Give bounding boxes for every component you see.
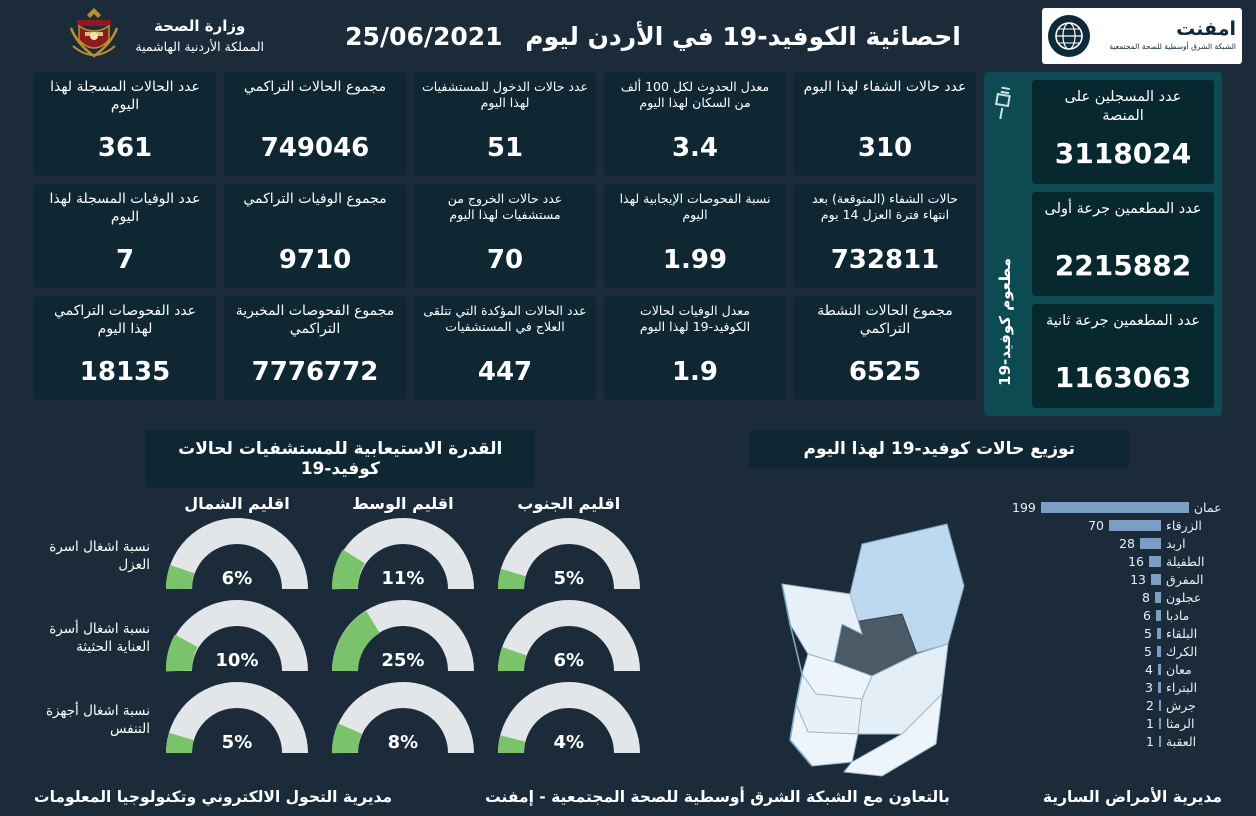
ministry-text	[135, 16, 264, 56]
gauge-value: 6%	[553, 650, 585, 671]
gauge-isolation-north	[162, 517, 312, 595]
gauge-cell	[486, 517, 652, 595]
bar-value: 199	[1012, 500, 1036, 515]
bar-row	[1012, 500, 1222, 515]
page-title	[264, 22, 1042, 51]
syringe-icon	[979, 80, 1030, 133]
stat-label: معدل الوفيات لحالات الكوفيد-19 لهذا اليوم	[639, 303, 751, 334]
stat-value: 447	[477, 357, 533, 387]
gauge-cell	[320, 517, 486, 595]
stat-value: 51	[486, 133, 524, 163]
gauge-icu-north	[162, 599, 312, 677]
stat-label: عدد الفحوصات التراكمي لهذا اليوم	[53, 303, 197, 337]
report-date: 25/06/2021	[345, 21, 503, 51]
gauge-value: 25%	[381, 650, 425, 671]
region-header-central: اقليم الوسط	[352, 494, 454, 513]
gauge-ventilator-north	[162, 681, 312, 759]
bar-track	[1012, 716, 1161, 731]
bar-fill	[1158, 682, 1161, 693]
stat-label: عدد حالات الشفاء لهذا اليوم	[803, 79, 967, 95]
emphnet-logo-subtitle: الشبكة الشرق أوسطية للصحة المجتمعية	[1109, 42, 1236, 52]
stat-label: نسبة الفحوصات الإيجابية لهذا اليوم	[619, 191, 771, 222]
gauge-value: 8%	[387, 732, 419, 753]
stat-label: عدد الحالات المؤكدة التي تتلقى العلاج في المستشفيات	[423, 303, 587, 334]
bar-fill	[1159, 718, 1161, 729]
gauge-row	[34, 599, 652, 677]
cases-distribution-title: توزيع حالات كوفيد-19 لهذا اليوم	[749, 430, 1129, 468]
stat-label: مجموع الحالات النشطة التراكمي	[817, 303, 953, 337]
stat-value: 1.9	[671, 357, 719, 387]
gauge-row	[34, 517, 652, 595]
bar-value: 3	[1145, 680, 1153, 695]
gauge-value: 6%	[221, 568, 253, 589]
bar-row	[1012, 554, 1222, 569]
stat-card	[224, 296, 406, 400]
bar-fill	[1149, 556, 1161, 567]
vaccination-card-value: 2215882	[1054, 249, 1192, 282]
bar-track	[1012, 734, 1161, 749]
bar-label: اربد	[1166, 536, 1186, 551]
bar-track	[1012, 662, 1161, 677]
bar-fill	[1140, 538, 1161, 549]
stat-value: 6525	[848, 357, 922, 387]
gauge-value: 10%	[215, 650, 259, 671]
stat-card	[794, 296, 976, 400]
vaccination-card-label: عدد المطعمين جرعة ثانية	[1045, 313, 1201, 329]
footer-center-credit: بالتعاون مع الشبكة الشرق أوسطية للصحة المجتمعية - إمفنت	[485, 788, 950, 806]
gauge-row-label: نسبة اشغال أجهزة التنفس	[45, 702, 150, 737]
stat-card	[414, 72, 596, 176]
stat-card	[34, 296, 216, 400]
bar-row	[1012, 572, 1222, 587]
stat-card	[414, 296, 596, 400]
gauge-cell	[320, 599, 486, 677]
page-footer	[0, 788, 1256, 806]
stats-section	[0, 72, 1256, 416]
stat-value: 361	[97, 133, 153, 163]
stat-value: 3.4	[671, 133, 719, 163]
bar-label: العقبة	[1166, 734, 1197, 749]
stat-label: عدد الحالات المسجلة لهذا اليوم	[50, 79, 200, 113]
stat-label: عدد الوفيات المسجلة لهذا اليوم	[49, 191, 201, 225]
country-name: المملكة الأردنية الهاشمية	[135, 38, 264, 54]
bar-row	[1012, 536, 1222, 551]
stat-value: 7	[115, 245, 135, 275]
bar-track	[1012, 680, 1161, 695]
stat-label: عدد حالات الخروج من مستشفيات لهذا اليوم	[447, 191, 563, 222]
bar-label: معان	[1166, 662, 1192, 677]
bar-row	[1012, 644, 1222, 659]
globe-icon	[1048, 15, 1090, 57]
stat-card	[414, 184, 596, 288]
bar-track	[1012, 698, 1161, 713]
gauge-icu-south	[494, 599, 644, 677]
stat-value: 732811	[830, 245, 940, 275]
gauge-header-spacer	[34, 494, 154, 517]
bar-fill	[1157, 646, 1161, 657]
bar-label: الرمثا	[1166, 716, 1195, 731]
vaccination-card-value: 1163063	[1054, 361, 1192, 394]
stat-value: 9710	[278, 245, 352, 275]
bar-value: 4	[1145, 662, 1153, 677]
bar-row	[1012, 662, 1222, 677]
footer-left-credit: مديرية التحول الالكتروني وتكنولوجيا المعلومات	[34, 788, 393, 806]
bar-value: 28	[1119, 536, 1135, 551]
stat-card	[604, 184, 786, 288]
region-header-north: اقليم الشمال	[184, 494, 290, 513]
footer-right-credit: مديرية الأمراض السارية	[1042, 788, 1222, 806]
gauge-isolation-central	[328, 517, 478, 595]
bar-label: مادبا	[1166, 608, 1190, 623]
stat-card	[794, 184, 976, 288]
vaccination-side	[984, 80, 1026, 408]
stat-card	[34, 184, 216, 288]
bar-value: 2	[1146, 698, 1154, 713]
stat-label: عدد حالات الدخول للمستشفيات لهذا اليوم	[422, 79, 588, 110]
bar-fill	[1159, 700, 1161, 711]
bar-row	[1012, 698, 1222, 713]
gauge-header-row	[34, 494, 652, 517]
stat-card	[34, 72, 216, 176]
bar-label: المفرق	[1166, 572, 1204, 587]
gauge-value: 4%	[553, 732, 585, 753]
gauge-cell	[320, 681, 486, 759]
gauge-value: 11%	[381, 568, 425, 589]
vaccination-card-value: 3118024	[1054, 137, 1192, 170]
vaccination-card	[1032, 192, 1214, 296]
emphnet-logo	[1042, 8, 1242, 64]
gauge-row	[34, 681, 652, 759]
bar-fill	[1156, 610, 1161, 621]
hospital-capacity-panel	[34, 494, 652, 788]
bar-fill	[1041, 502, 1189, 513]
emphnet-logo-name: امفنت	[1176, 18, 1236, 41]
bar-track	[1012, 590, 1161, 605]
bar-label: جرش	[1166, 698, 1196, 713]
vaccination-panel	[984, 72, 1222, 416]
page-header	[0, 0, 1256, 72]
page-title-text: احصائية الكوفيد-19 في الأردن ليوم	[525, 21, 961, 51]
bar-fill	[1109, 520, 1161, 531]
bar-fill	[1157, 628, 1161, 639]
ministry-logo	[14, 5, 264, 67]
stat-card	[224, 72, 406, 176]
bar-row	[1012, 608, 1222, 623]
gauge-ventilator-south	[494, 681, 644, 759]
vaccination-card-label: عدد المسجلين على المنصة	[1064, 89, 1182, 124]
bar-label: الكرك	[1166, 644, 1198, 659]
bar-fill	[1158, 664, 1161, 675]
bar-track	[1012, 500, 1189, 515]
stat-label: مجموع الوفيات التراكمي	[243, 191, 387, 207]
bar-label: البلقاء	[1166, 626, 1198, 641]
gauge-cell	[486, 681, 652, 759]
stats-grid	[34, 72, 976, 416]
bar-fill	[1151, 574, 1161, 585]
bar-fill	[1159, 736, 1161, 747]
stat-card	[604, 72, 786, 176]
bar-track	[1012, 572, 1161, 587]
bar-fill	[1155, 592, 1161, 603]
stat-label: مجموع الفحوصات المخبرية التراكمي	[235, 303, 395, 337]
vaccination-card	[1032, 304, 1214, 408]
gauge-row-label: نسبة اشغال اسرة العزل	[49, 538, 150, 573]
bar-label: عجلون	[1166, 590, 1202, 605]
bar-row	[1012, 716, 1222, 731]
stat-label: مجموع الحالات التراكمي	[243, 79, 387, 95]
bar-row	[1012, 626, 1222, 641]
gauge-row-label: نسبة اشغال أسرة العناية الحثيثة	[49, 620, 150, 655]
bar-value: 5	[1144, 626, 1152, 641]
lower-section	[0, 488, 1256, 788]
bar-row	[1012, 680, 1222, 695]
bar-track	[1012, 554, 1161, 569]
bar-label: البتراء	[1166, 680, 1198, 695]
vaccination-card-label: عدد المطعمين جرعة أولى	[1044, 201, 1202, 217]
ministry-name: وزارة الصحة	[154, 17, 246, 36]
bar-value: 5	[1144, 644, 1152, 659]
bar-value: 8	[1142, 590, 1150, 605]
bar-value: 13	[1130, 572, 1146, 587]
bar-value: 6	[1143, 608, 1151, 623]
bar-label: الطفيلة	[1166, 554, 1205, 569]
bar-track	[1012, 536, 1161, 551]
stat-value: 749046	[260, 133, 370, 163]
stat-label: حالات الشفاء (المتوقعة) بعد انتهاء فترة العزل 14 يوم	[811, 191, 959, 222]
vaccination-cards	[1032, 80, 1214, 408]
cases-distribution-panel	[652, 494, 1222, 788]
jordan-coat-of-arms-icon	[63, 5, 125, 67]
emphnet-logo-text	[1096, 20, 1236, 51]
region-header-south: اقليم الجنوب	[517, 494, 621, 513]
gauge-isolation-south	[494, 517, 644, 595]
stat-card	[604, 296, 786, 400]
stat-value: 310	[857, 133, 913, 163]
bar-row	[1012, 734, 1222, 749]
gauge-value: 5%	[221, 732, 253, 753]
bar-row	[1012, 518, 1222, 533]
gauge-icu-central	[328, 599, 478, 677]
bar-track	[1012, 518, 1161, 533]
gauge-cell	[154, 517, 320, 595]
stat-value: 70	[486, 245, 524, 275]
bar-label: الزرقاء	[1166, 518, 1202, 533]
cases-title-wrap	[657, 430, 1222, 488]
stat-value: 18135	[79, 357, 171, 387]
stat-card	[794, 72, 976, 176]
bar-label: عمان	[1193, 500, 1222, 515]
gauge-ventilator-central	[328, 681, 478, 759]
bar-value: 1	[1146, 716, 1154, 731]
stat-label: معدل الحدوث لكل 100 ألف من السكان لهذا اليوم	[620, 79, 770, 110]
bar-value: 16	[1128, 554, 1144, 569]
gauge-cell	[486, 599, 652, 677]
section-titles	[0, 416, 1256, 488]
stat-value: 1.99	[662, 245, 728, 275]
governorate-bar-chart	[1012, 494, 1222, 788]
bar-row	[1012, 590, 1222, 605]
stat-card	[224, 184, 406, 288]
bar-value: 1	[1146, 734, 1154, 749]
capacity-title-wrap	[34, 430, 647, 488]
stat-value: 7776772	[251, 357, 379, 387]
gauge-value: 5%	[553, 568, 585, 589]
vaccination-card	[1032, 80, 1214, 184]
bar-track	[1012, 644, 1161, 659]
vaccination-side-label: مطعوم كوفيد-19	[996, 258, 1014, 386]
bar-value: 70	[1088, 518, 1104, 533]
bar-track	[1012, 626, 1161, 641]
gauge-cell	[154, 681, 320, 759]
jordan-governorates-map	[652, 494, 1012, 788]
gauge-cell	[154, 599, 320, 677]
bar-track	[1012, 608, 1161, 623]
hospital-capacity-title: القدرة الاستيعابية للمستشفيات لحالات كوفيد-19	[145, 430, 535, 488]
